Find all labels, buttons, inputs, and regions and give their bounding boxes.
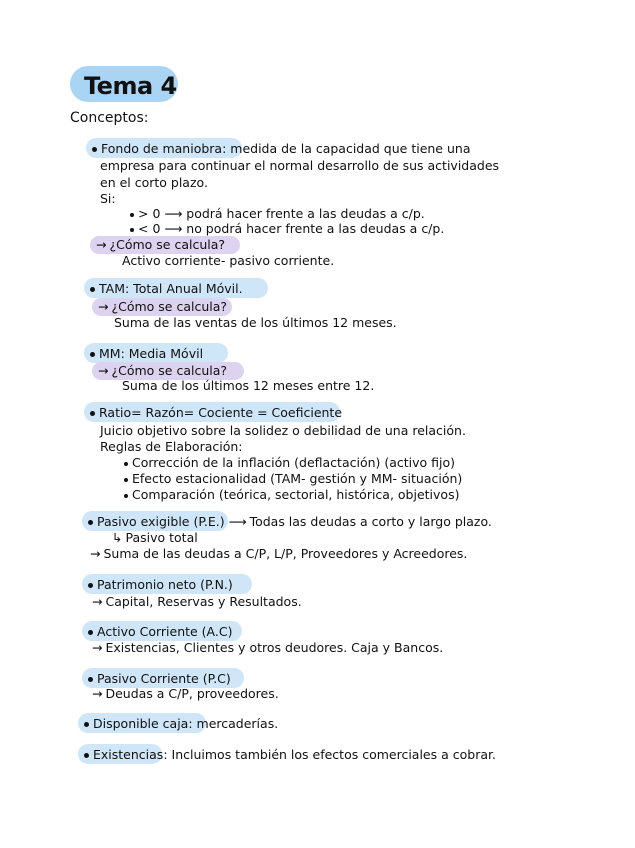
ratio-line1: Juicio objetivo sobre la solidez o debilidad de una relación. <box>100 423 466 438</box>
tam-how: ¿Cómo se calcula? <box>111 299 228 314</box>
patrimonio-def-line <box>92 594 302 610</box>
pasivo-exigible-def: Todas las deudas a corto y largo plazo. <box>249 514 492 529</box>
fondo-def1: medida de la capacidad que tiene una <box>230 141 471 156</box>
bullet-icon <box>90 287 95 292</box>
bullet-icon <box>124 494 128 498</box>
existencias-def: Incluimos también los efectos comerciales a cobrar. <box>171 747 496 762</box>
fondo-how-answer: Activo corriente- pasivo corriente. <box>122 253 335 268</box>
pasivo-corriente-def-line <box>92 686 279 702</box>
bullet-icon <box>130 213 134 217</box>
arrow-right-icon: → <box>98 299 109 314</box>
bullet-icon <box>90 352 95 357</box>
arrow-right-icon: → <box>96 237 107 252</box>
pasivo-exigible-sum: Suma de las deudas a C/P, L/P, Proveedores y Acreedores. <box>103 546 468 561</box>
bullet-icon <box>124 462 128 466</box>
arrow-right-icon: ⟶ <box>228 514 247 529</box>
concepts-label: Conceptos: <box>70 110 149 126</box>
ratio-term-line <box>90 405 342 421</box>
bullet-icon <box>84 722 89 727</box>
bullet-icon <box>88 630 93 635</box>
fondo-term: Fondo de maniobra: <box>101 141 227 156</box>
ratio-rule2-line <box>124 471 462 487</box>
fondo-case1-line <box>130 206 425 222</box>
bullet-icon <box>88 677 93 682</box>
pasivo-corriente-def: Deudas a C/P, proveedores. <box>105 686 279 701</box>
arrow-right-icon: → <box>98 363 109 378</box>
ratio-rule3: Comparación (teórica, sectorial, histórica, objetivos) <box>132 487 460 502</box>
pasivo-corriente-term: Pasivo Corriente (P.C) <box>97 671 231 686</box>
ratio-line2: Reglas de Elaboración: <box>100 439 243 454</box>
ratio-rule3-line <box>124 487 459 503</box>
pasivo-exigible-sub: Pasivo total <box>125 530 198 545</box>
existencias-term: Existencias: <box>93 747 168 762</box>
fondo-term-line <box>92 141 470 157</box>
bullet-icon <box>84 753 89 758</box>
bullet-icon <box>124 478 128 482</box>
mm-how-line <box>98 363 227 379</box>
bullet-icon <box>88 583 93 588</box>
arrow-right-icon: → <box>92 594 103 609</box>
patrimonio-term-line <box>88 577 233 593</box>
bullet-icon <box>92 147 97 152</box>
disponible-term: Disponible caja: <box>93 716 193 731</box>
patrimonio-term: Patrimonio neto (P.N.) <box>97 577 233 592</box>
fondo-how-line <box>96 237 225 253</box>
fondo-def3: en el corto plazo. <box>100 175 208 190</box>
ratio-term: Ratio= Razón= Cociente = Coeficiente <box>99 405 343 420</box>
activo-corriente-term-line <box>88 624 232 640</box>
pasivo-exigible-line <box>88 514 492 530</box>
tam-term: TAM: Total Anual Móvil. <box>99 281 243 296</box>
ratio-rule1: Corrección de la inflación (deflactación) (activo fijo) <box>132 455 456 470</box>
pasivo-exigible-sub-line <box>112 530 198 546</box>
fondo-si: Si: <box>100 191 116 206</box>
pasivo-corriente-term-line <box>88 671 231 687</box>
fondo-def2: empresa para continuar el normal desarrollo de sus actividades <box>100 158 500 173</box>
arrow-right-icon: → <box>92 686 103 701</box>
bullet-icon <box>130 228 134 232</box>
bullet-icon <box>90 411 95 416</box>
fondo-case1: > 0 ⟶ podrá hacer frente a las deudas a c/p. <box>138 206 425 221</box>
activo-corriente-def-line <box>92 640 443 656</box>
fondo-case2-line <box>130 221 444 237</box>
disponible-def: mercaderías. <box>196 716 279 731</box>
ratio-rule2: Efecto estacionalidad (TAM- gestión y MM- situación) <box>132 471 463 486</box>
pasivo-exigible-sum-line <box>90 546 467 562</box>
bullet-icon <box>88 520 93 525</box>
mm-term: MM: Media Móvil <box>99 346 204 361</box>
arrow-right-icon: → <box>90 546 101 561</box>
corner-arrow-icon: ↳ <box>112 530 123 545</box>
activo-corriente-term: Activo Corriente (A.C) <box>97 624 233 639</box>
patrimonio-def: Capital, Reservas y Resultados. <box>105 594 302 609</box>
fondo-how: ¿Cómo se calcula? <box>109 237 226 252</box>
mm-how-answer: Suma de los últimos 12 meses entre 12. <box>122 378 375 393</box>
disponible-line <box>84 716 278 732</box>
arrow-right-icon: → <box>92 640 103 655</box>
fondo-case2: < 0 ⟶ no podrá hacer frente a las deudas a c/p. <box>138 221 445 236</box>
activo-corriente-def: Existencias, Clientes y otros deudores. Caja y Bancos. <box>105 640 444 655</box>
tam-how-answer: Suma de las ventas de los últimos 12 meses. <box>114 315 397 330</box>
tam-term-line <box>90 281 243 297</box>
mm-term-line <box>90 346 203 362</box>
pasivo-exigible-term: Pasivo exigible (P.E.) <box>97 514 225 529</box>
tam-how-line <box>98 299 227 315</box>
existencias-line <box>84 747 496 763</box>
page-title: Tema 4 <box>84 72 177 100</box>
mm-how: ¿Cómo se calcula? <box>111 363 228 378</box>
ratio-rule1-line <box>124 455 455 471</box>
